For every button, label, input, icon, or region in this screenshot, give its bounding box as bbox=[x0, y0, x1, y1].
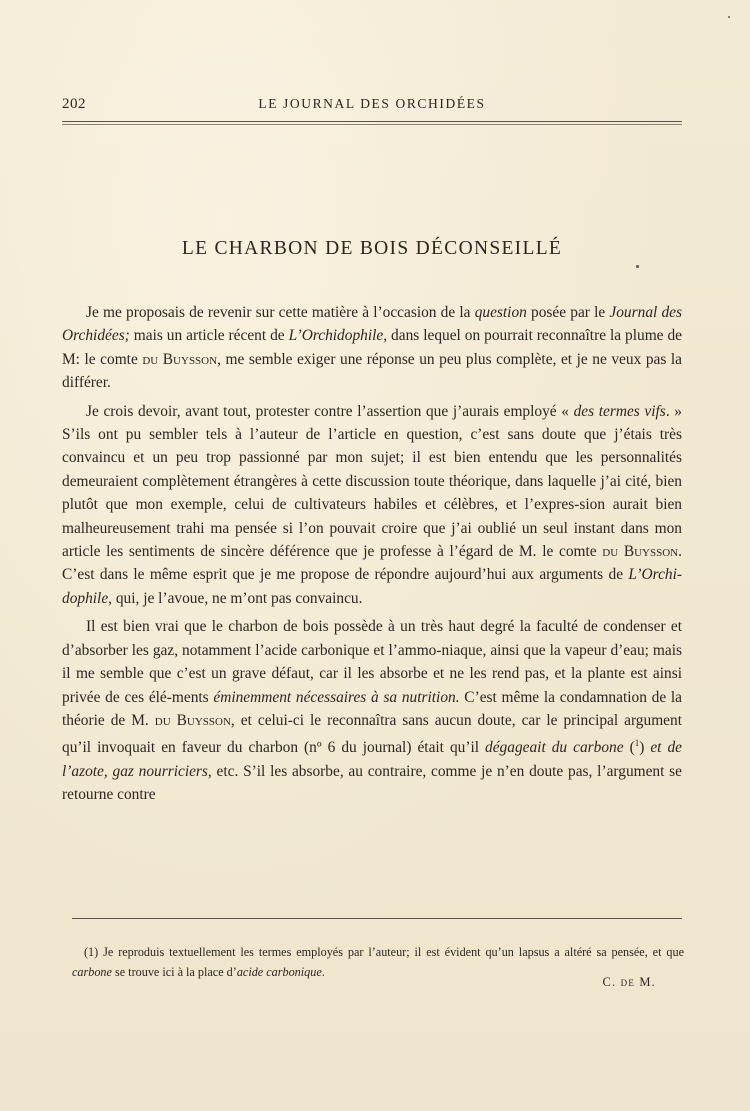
footnote-reference: 1 bbox=[634, 738, 640, 749]
paragraph-2 bbox=[62, 400, 682, 611]
small-caps-run: du Buysson bbox=[602, 543, 679, 561]
footnote-rule bbox=[72, 918, 682, 919]
text-run: se trouve ici à la place d’ bbox=[111, 965, 237, 979]
italic-run: L’Orchi-dophile, bbox=[62, 566, 682, 607]
italic-run: Journal des Orchidées; bbox=[62, 304, 682, 345]
text-run: . » S’ils ont pu sembler tels à l’auteur de l’article en question, c’est sans doute que j’étais très convaincu et un peu trop passionné par mon sujet; il est bien entendu que les personnalités demeuraient complètement étrangères à cette discussion toute théorique, dans laquelle j’ai cité, bien plutôt que mon exemple, celui de cultivateurs habiles et célèbres, et l’expres-sion aurait bien malheureusement trahi ma pensée si l’on pouvait croire que j’ai oublié un seul instant dans mon article les sentiments de sincère déférence que je professe à l’égard de M. le comte bbox=[62, 402, 682, 561]
small-caps-run: du Buysson bbox=[154, 711, 231, 729]
paragraph-3 bbox=[62, 615, 682, 806]
article-body bbox=[62, 301, 682, 812]
page-header bbox=[62, 96, 682, 114]
header-rule-secondary bbox=[62, 124, 682, 125]
text-run: mais un article récent de bbox=[129, 327, 289, 345]
print-speck bbox=[636, 265, 639, 268]
text-run: ) bbox=[639, 739, 651, 757]
italic-run: et de l’azote, gaz nourriciers, bbox=[62, 739, 682, 780]
text-run: posée par le bbox=[526, 304, 610, 321]
text-run: qui, je l’avoue, ne m’ont pas convaincu. bbox=[112, 589, 363, 607]
text-run: Je me proposais de revenir sur cette matière à l’occasion de la bbox=[86, 304, 475, 321]
text-run: Je crois devoir, avant tout, protester contre l’assertion que j’aurais employé « bbox=[86, 402, 574, 420]
footnote-marker: (1) bbox=[84, 945, 99, 959]
italic-run: L’Orchidophile, bbox=[288, 327, 388, 345]
running-title: LE JOURNAL DES ORCHIDÉES bbox=[258, 96, 486, 111]
text-run: dans lequel on pourrait reconnaître la plume de M: le comte bbox=[62, 327, 683, 368]
text-run: etc. S’il les absorbe, au contraire, comme je n’en doute pas, l’argument se retourne contre bbox=[62, 762, 682, 804]
text-run: . bbox=[321, 965, 325, 979]
text-run: , et celui-ci le reconnaîtra sans aucun doute, car le principal argument qu’il invoquait en faveur du charbon (nº 6 du journal) était qu’il bbox=[62, 711, 682, 757]
article-title: LE CHARBON DE BOIS DÉCONSEILLÉ bbox=[181, 238, 563, 259]
text-run: ( bbox=[623, 739, 635, 757]
italic-run: acide carbonique bbox=[236, 965, 322, 979]
page-number: 202 bbox=[62, 96, 86, 112]
text-run: , me semble exiger une réponse un peu plus complète, et je ne veux pas la différer. bbox=[62, 350, 683, 392]
text-run: Il est bien vrai que le charbon de bois possède à un très haut degré la faculté de condenser et d’absorber les gaz, notamment l’acide carbonique et l’ammo-niaque, ainsi que la vapeur d’eau; mais il me semble que c’est un grave défaut, car il les absorbe et ne les rend pas, et la plante est ainsi privée de ces élé-ments bbox=[62, 618, 682, 706]
paragraph-1 bbox=[62, 301, 682, 395]
print-speck bbox=[728, 16, 730, 18]
signature bbox=[0, 975, 656, 990]
text-run: C’est même la condamnation de la théorie de M. bbox=[62, 688, 682, 729]
italic-run: dégageait du carbone bbox=[485, 739, 624, 757]
small-caps-run: du Buysson bbox=[142, 350, 218, 368]
text-run: Je reproduis textuellement les termes employés par l’auteur; il est évident qu’un lapsus a altéré sa pensée, et que bbox=[98, 945, 684, 959]
italic-run: éminemment nécessaires à sa nutrition. bbox=[213, 688, 460, 706]
header-rule bbox=[62, 121, 682, 122]
text-run: . C’est dans le même esprit que je me propose de répondre aujourd’hui aux arguments de bbox=[62, 543, 682, 584]
signature-text: C. de M. bbox=[602, 975, 656, 989]
italic-run: carbone bbox=[72, 965, 112, 979]
italic-run: des termes vifs bbox=[573, 402, 666, 420]
italic-run: question bbox=[474, 304, 527, 321]
